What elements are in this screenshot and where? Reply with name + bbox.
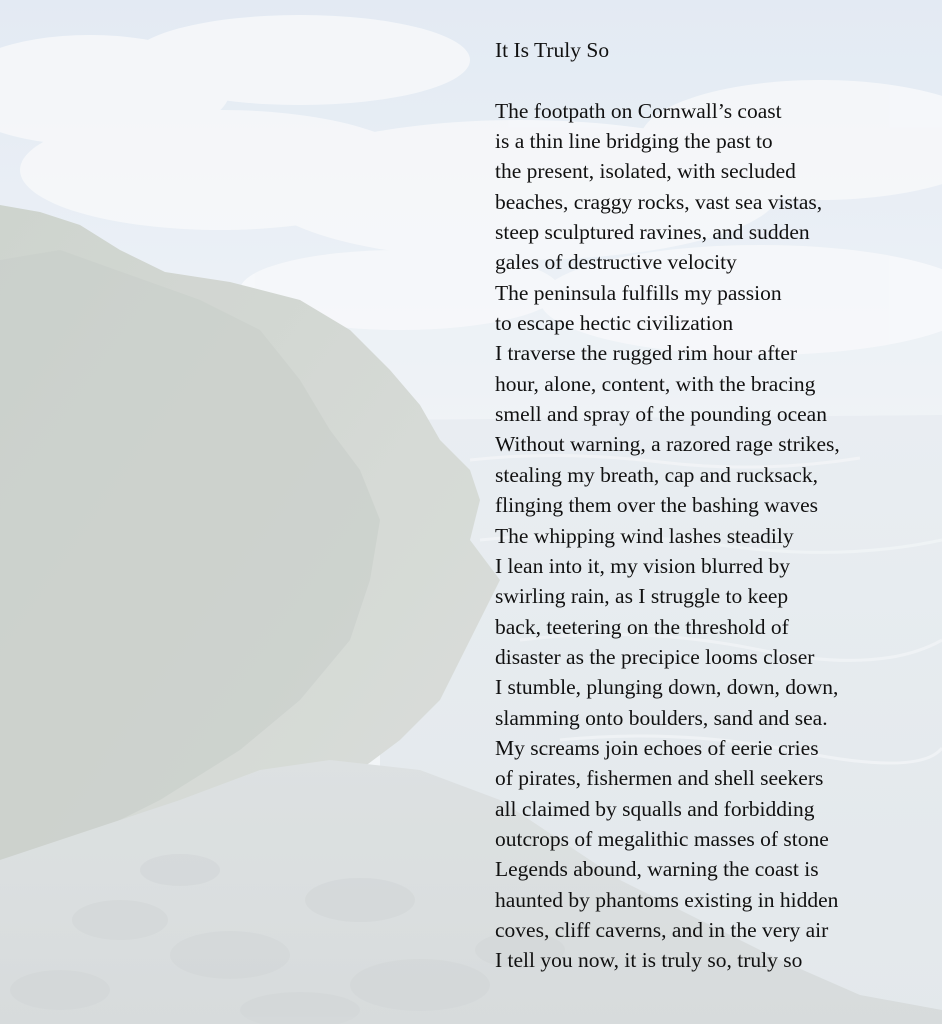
- poem-line: Legends abound, warning the coast is: [495, 857, 819, 882]
- poem-line: smell and spray of the pounding ocean: [495, 402, 827, 427]
- poem-line: I lean into it, my vision blurred by: [495, 553, 790, 578]
- poem-line: I tell you now, it is truly so, truly so: [495, 948, 803, 973]
- poem-line: The footpath on Cornwall’s coast: [495, 98, 782, 123]
- poem-line: flinging them over the bashing waves: [495, 493, 819, 518]
- poem-line: I stumble, plunging down, down, down,: [495, 675, 839, 700]
- poem-title: It Is Truly So: [495, 38, 610, 62]
- poem-line: is a thin line bridging the past to: [495, 129, 773, 154]
- poem-line: I traverse the rugged rim hour after: [495, 341, 798, 366]
- poem-line: to escape hectic civilization: [495, 311, 734, 336]
- poem-line: swirling rain, as I struggle to keep: [495, 584, 789, 609]
- poem-line: slamming onto boulders, sand and sea.: [495, 705, 828, 730]
- poem-line: hour, alone, content, with the bracing: [495, 371, 816, 396]
- poem-line: The peninsula fulfills my passion: [495, 280, 782, 305]
- poem-line: the present, isolated, with secluded: [495, 159, 796, 184]
- poem-line: disaster as the precipice looms closer: [495, 644, 815, 669]
- poem-line: all claimed by squalls and forbidding: [495, 796, 815, 821]
- poem-line: beaches, craggy rocks, vast sea vistas,: [495, 189, 823, 214]
- poem-line: steep sculptured ravines, and sudden: [495, 220, 810, 245]
- poem-line: My screams join echoes of eerie cries: [495, 735, 819, 760]
- poem-line: Without warning, a razored rage strikes,: [495, 432, 840, 457]
- poem-line: back, teetering on the threshold of: [495, 614, 789, 639]
- poem-line: coves, cliff caverns, and in the very air: [495, 917, 829, 942]
- poem: [495, 35, 935, 976]
- poem-line: of pirates, fishermen and shell seekers: [495, 766, 824, 791]
- stanza-break: [495, 65, 935, 95]
- poem-line: The whipping wind lashes steadily: [495, 523, 794, 548]
- poem-line: haunted by phantoms existing in hidden: [495, 887, 839, 912]
- poem-line: gales of destructive velocity: [495, 250, 737, 275]
- poem-line: outcrops of megalithic masses of stone: [495, 826, 829, 851]
- poem-body: [495, 96, 935, 976]
- poem-line: stealing my breath, cap and rucksack,: [495, 462, 818, 487]
